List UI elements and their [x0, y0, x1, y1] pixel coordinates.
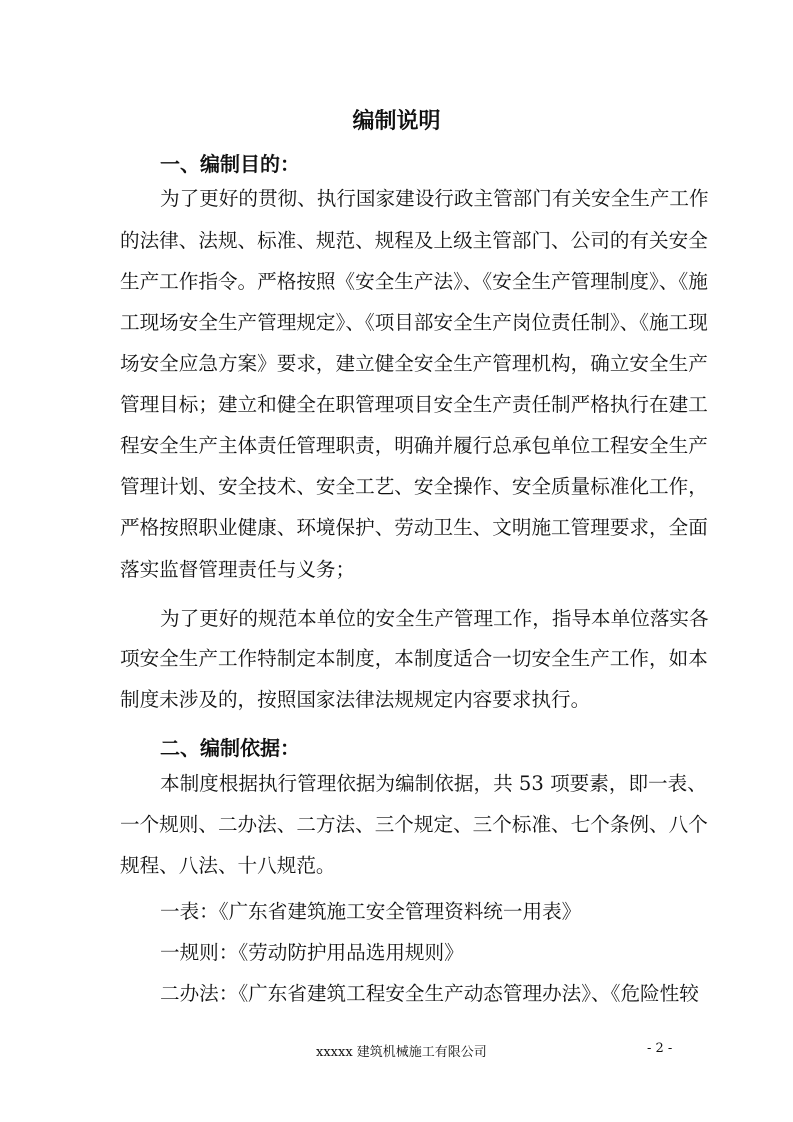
basis-item: 二办法：《广东省建筑工程安全生产动态管理办法》、《危险性较 — [160, 982, 699, 1005]
basis-item: 一表：《广东省建筑施工安全管理资料统一用表》 — [160, 900, 582, 923]
paragraph-line: 为了更好的规范本单位的安全生产管理工作，指导本单位落实各 — [160, 607, 709, 630]
paragraph-line: 项安全生产工作特制定本制度，本制度适合一切安全生产工作，如本 — [120, 647, 708, 670]
basis-item: 一规则：《劳动防护用品选用规则》 — [160, 941, 464, 964]
paragraph-line: 落实监督管理责任与义务； — [120, 558, 356, 581]
paragraph-line: 程安全生产主体责任管理职责，明确并履行总承包单位工程安全生产 — [120, 434, 708, 457]
paragraph-line: 制度未涉及的，按照国家法律法规规定内容要求执行。 — [120, 688, 591, 711]
paragraph-line: 工现场安全生产管理规定》、《项目部安全生产岗位责任制》、《施工现 — [120, 311, 708, 334]
paragraph-line: 生产工作指令。严格按照《安全生产法》、《安全生产管理制度》、《施 — [120, 270, 708, 293]
section-heading-purpose: 一、编制目的： — [160, 152, 300, 176]
paragraph-line: 规程、八法、十八规范。 — [120, 854, 336, 877]
section-heading-basis: 二、编制依据： — [160, 736, 300, 760]
page-title: 编制说明 — [352, 109, 441, 134]
paragraph-line: 严格按照职业健康、环境保护、劳动卫生、文明施工管理要求，全面 — [120, 516, 708, 539]
paragraph-line: 场安全应急方案》要求，建立健全安全生产管理机构，确立安全生产 — [120, 352, 708, 375]
paragraph-line: 一个规则、二办法、二方法、三个规定、三个标准、七个条例、八个 — [120, 813, 708, 836]
page-number: - 2 - — [647, 1041, 673, 1056]
footer-company: xxxxx 建筑机械施工有限公司 — [316, 1045, 487, 1060]
paragraph-line: 管理计划、安全技术、安全工艺、安全操作、安全质量标准化工作， — [120, 475, 708, 498]
paragraph-line: 本制度根据执行管理依据为编制依据，共 53 项要素，即一表、 — [160, 772, 707, 795]
paragraph-line: 管理目标；建立和健全在职管理项目安全生产责任制严格执行在建工 — [120, 393, 708, 416]
paragraph-line: 为了更好的贯彻、执行国家建设行政主管部门有关安全生产工作 — [160, 187, 709, 210]
paragraph-line: 的法律、法规、标准、规范、规程及上级主管部门、公司的有关安全 — [120, 229, 708, 252]
